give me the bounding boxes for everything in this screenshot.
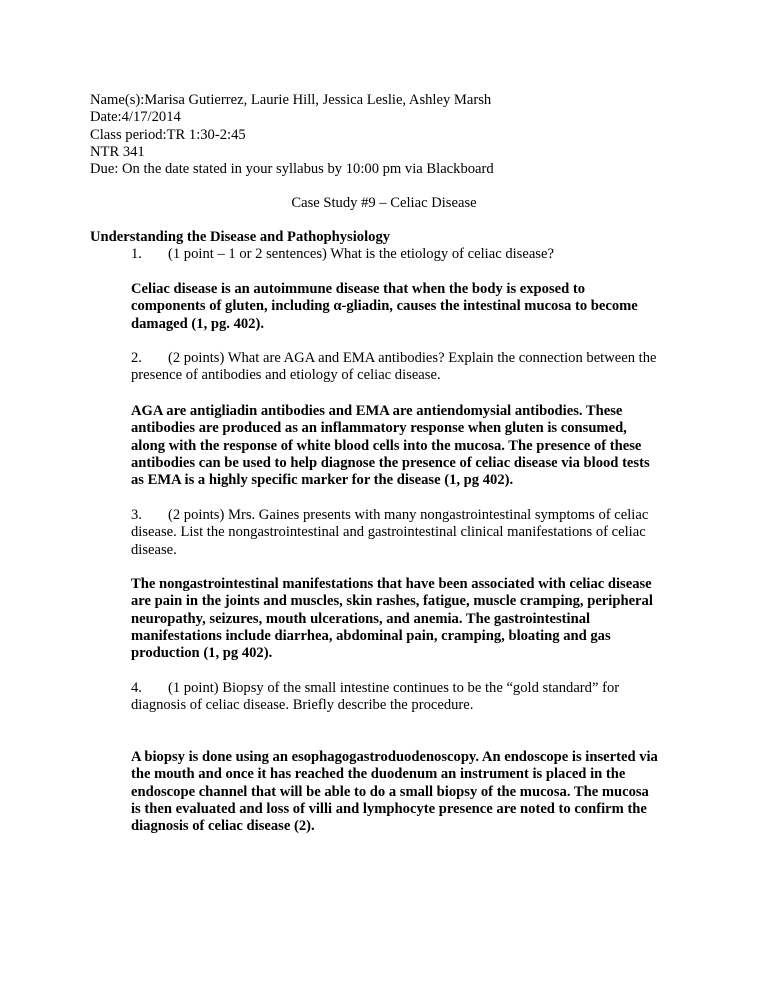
question-4 — [131, 680, 691, 715]
answer-line: components of gluten, including α-gliadin, causes the intestinal mucosa to become — [131, 298, 638, 315]
question-text: (1 point) Biopsy of the small intestine continues to be the “gold standard” for — [168, 680, 620, 696]
question-number: 4. — [131, 680, 142, 696]
question-text: presence of antibodies and etiology of celiac disease. — [131, 367, 441, 384]
answer-line: antibodies can be used to help diagnose the presence of celiac disease via blood tests — [131, 454, 650, 471]
question-number: 1. — [131, 246, 142, 262]
answer-line: damaged (1, pg. 402). — [131, 315, 264, 332]
answer-line: endoscope channel that will be able to do a small biopsy of the mucosa. The mucosa — [131, 783, 649, 800]
answer-3 — [131, 576, 691, 662]
question-number: 2. — [131, 350, 142, 366]
question-text: (1 point – 1 or 2 sentences) What is the etiology of celiac disease? — [168, 246, 554, 262]
question-number: 3. — [131, 507, 142, 523]
question-3 — [131, 507, 691, 559]
date-line: Date:4/17/2014 — [90, 109, 181, 126]
answer-line: A biopsy is done using an esophagogastroduodenoscopy. An endoscope is inserted via — [131, 749, 658, 765]
question-1 — [131, 246, 691, 263]
answer-4 — [131, 749, 691, 835]
question-text: (2 points) What are AGA and EMA antibodies? Explain the connection between the — [168, 350, 657, 366]
answer-line: along with the response of white blood cells into the mucosa. The presence of these — [131, 437, 642, 454]
answer-line: neuropathy, seizures, mouth ulcerations, and anemia. The gastrointestinal — [131, 610, 591, 627]
answer-1 — [131, 281, 691, 333]
document-title: Case Study #9 – Celiac Disease — [291, 195, 477, 211]
section-heading: Understanding the Disease and Pathophysiology — [90, 229, 391, 245]
class-period-line: Class period:TR 1:30-2:45 — [90, 126, 246, 143]
answer-line: The nongastrointestinal manifestations that have been associated with celiac disease — [131, 576, 652, 592]
document-header — [90, 92, 494, 178]
names-line: Name(s):Marisa Gutierrez, Laurie Hill, Jessica Leslie, Ashley Marsh — [90, 92, 492, 108]
question-text: disease. List the nongastrointestinal and gastrointestinal clinical manifestations of celiac — [131, 524, 646, 541]
answer-line: as EMA is a highly specific marker for the disease (1, pg 402). — [131, 472, 514, 489]
answer-line: antibodies are produced as an inflammatory response when gluten is consumed, — [131, 420, 627, 437]
question-text: (2 points) Mrs. Gaines presents with many nongastrointestinal symptoms of celiac — [168, 507, 649, 523]
answer-line: Celiac disease is an autoimmune disease that when the body is exposed to — [131, 281, 586, 297]
answer-line: the mouth and once it has reached the duodenum an instrument is placed in the — [131, 766, 626, 783]
due-line: Due: On the date stated in your syllabus by 10:00 pm via Blackboard — [90, 161, 494, 178]
question-text: disease. — [131, 541, 177, 558]
answer-line: manifestations include diarrhea, abdominal pain, cramping, bloating and gas — [131, 627, 611, 644]
answer-line: production (1, pg 402). — [131, 645, 273, 662]
answer-line: are pain in the joints and muscles, skin rashes, fatigue, muscle cramping, peripheral — [131, 593, 653, 610]
answer-2 — [131, 403, 691, 489]
answer-line: diagnosis of celiac disease (2). — [131, 818, 315, 835]
answer-line: is then evaluated and loss of villi and lymphocyte presence are noted to confirm the — [131, 800, 647, 817]
answer-line: AGA are antigliadin antibodies and EMA are antiendomysial antibodies. These — [131, 403, 623, 419]
question-2 — [131, 350, 691, 385]
question-text: diagnosis of celiac disease. Briefly describe the procedure. — [131, 697, 474, 714]
course-line: NTR 341 — [90, 143, 145, 160]
